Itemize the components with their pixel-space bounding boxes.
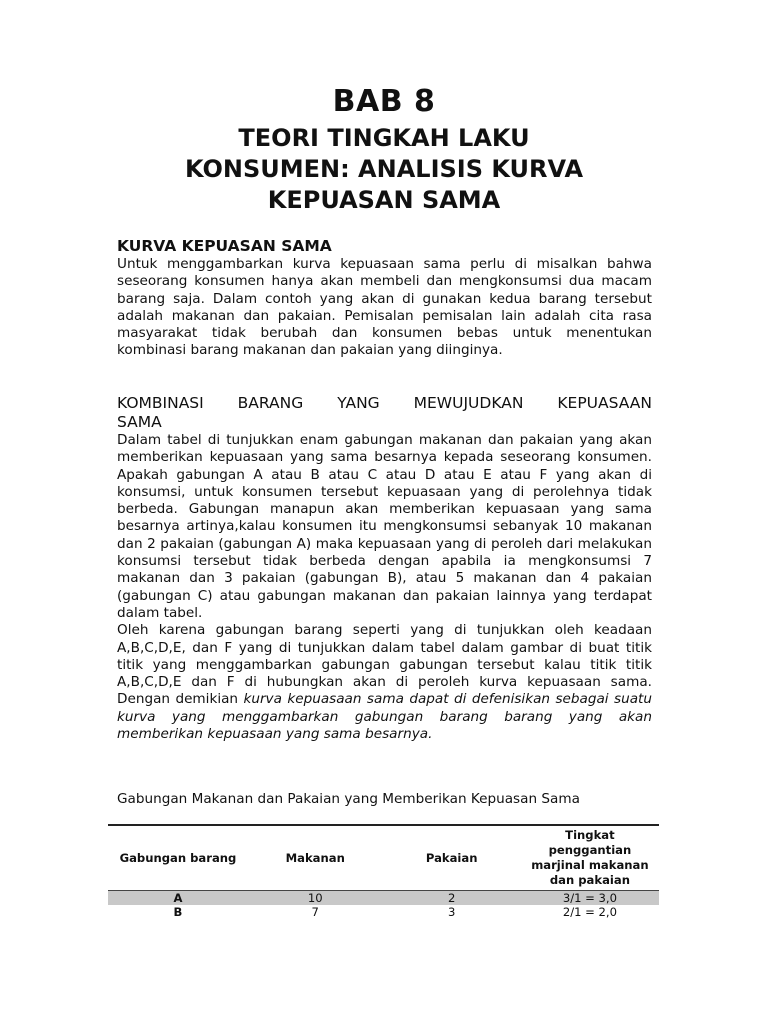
table-cell: 3/1 = 3,0 [521, 891, 659, 906]
paragraph [117, 622, 652, 743]
paragraph: Dalam tabel di tunjukkan enam gabungan makanan dan pakaian yang akan memberikan kepuasaan yang sama besarnya kepada seseorang konsumen. Apakah gabungan A atau B atau C atau D atau E atau F yang akan di konsumsi, untuk konsumen tersebut kepuasaan yang di perolehnya tidak berbeda. Gabungan manapun akan memberikan kepuasaan yang sama besarnya artinya,kalau konsumen itu mengkonsumsi sebanyak 10 makanan dan 2 pakaian (gabungan A) maka kepuasaan yang di peroleh dari melakukan konsumsi tersebut tidak berbeda dengan apabila ia mengkonsumsi 7 makanan dan 3 pakaian (gabungan B), atau 5 makanan dan 4 pakaian (gabungan C) atau gabungan makanan dan pakaian lainnya yang terdapat dalam tabel. [117, 432, 652, 621]
table-row [108, 891, 659, 906]
title-line: KEPUASAN SAMA [267, 186, 501, 214]
title-line: KONSUMEN: ANALISIS KURVA [184, 155, 584, 183]
definition-italic: kurva kepuasaan sama dapat di defenisikan sebagai suatu kurva yang menggambarkan gabungan barang barang yang akan memberikan kepuasaan yang sama besarnya. [117, 691, 652, 743]
chapter-number: BAB 8 [332, 84, 436, 119]
table-cell: 2/1 = 2,0 [562, 905, 617, 919]
section-kurva-kepuasan [117, 237, 652, 360]
title-line: TEORI TINGKAH LAKU [238, 124, 530, 152]
table-row [108, 905, 659, 919]
chapter-title [100, 123, 668, 216]
section-heading-continued: SAMA [117, 413, 162, 431]
section-kombinasi-barang [117, 394, 652, 743]
table-cell: 3 [448, 905, 456, 919]
column-header: Pakaian [425, 850, 478, 865]
data-table [108, 824, 659, 919]
column-header: Tingkat penggantian marjinal makanan dan pakaian [531, 828, 649, 887]
table-cell: 2 [383, 891, 521, 906]
table-cell: 10 [248, 891, 383, 906]
table-cell: B [173, 905, 183, 919]
table-cell: A [108, 891, 248, 906]
paragraph-text: Oleh karena gabungan barang seperti yang di tunjukkan oleh keadaan A,B,C,D,E, dan F yang di tunjukkan dalam tabel dalam gambar di buat titik titik yang menggambarkan gabungan gabungan tersebut kalau titik titik A,B,C,D,E dan F di hubungkan akan di peroleh kurva kepuasaan sama. Dengan demikian [117, 622, 652, 708]
column-header: Makanan [285, 850, 345, 865]
table-header-row [108, 825, 659, 891]
section-heading: KOMBINASI BARANG YANG MEWUJUDKAN KEPUASAAN [117, 394, 652, 412]
table-caption: Gabungan Makanan dan Pakaian yang Memberikan Kepuasan Sama [117, 791, 580, 807]
column-header: Gabungan barang [119, 850, 237, 865]
table-cell: 7 [311, 905, 319, 919]
section-heading: KURVA KEPUASAN SAMA [117, 237, 332, 255]
paragraph: Untuk menggambarkan kurva kepuasaan sama perlu di misalkan bahwa seseorang konsumen hanya akan membeli dan mengkonsumsi dua macam barang saja. Dalam contoh yang akan di gunakan kedua barang tersebut adalah makanan dan pakaian. Pemisalan pemisalan lain adalah cita rasa masyarakat tidak berubah dan konsumen bebas untuk menentukan kombinasi barang makanan dan pakaian yang diinginya. [117, 256, 652, 359]
